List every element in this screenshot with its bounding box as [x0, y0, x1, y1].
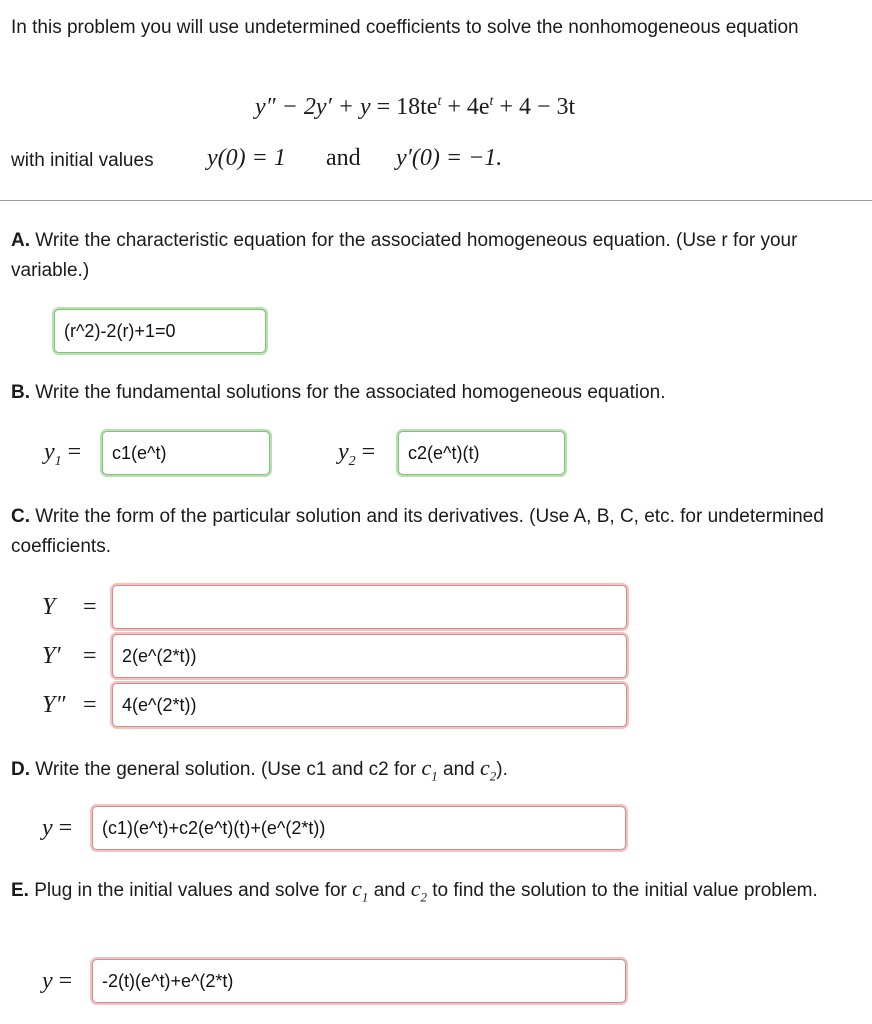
- part-b-text: B. Write the fundamental solutions for the associated homogeneous equation.: [11, 382, 666, 403]
- Y-equals: =: [83, 594, 97, 620]
- initial-condition-2: y′(0) = −1.: [396, 145, 503, 171]
- part-c-text: C. Write the form of the particular solution and its derivatives. (Use A, B, C, etc. for undetermined coefficients.: [11, 506, 824, 557]
- equation-rhs: $18te^t + 4e^t + 4 - 3t$: [396, 94, 576, 120]
- ivp-solution-label: y =: [42, 968, 73, 994]
- equation-equals: =: [376, 94, 391, 120]
- equation-lhs: y″ − 2y′ + y: [255, 94, 371, 120]
- Y-label: Y: [42, 594, 56, 620]
- Y-input[interactable]: [112, 585, 627, 629]
- y1-label: $y_1$ =: [44, 439, 82, 469]
- y2-label: $y_2$ =: [338, 439, 376, 469]
- y2-input[interactable]: [398, 431, 565, 475]
- section-divider: [0, 200, 872, 201]
- Y-prime-input[interactable]: [112, 634, 627, 678]
- general-solution-label: y =: [42, 815, 73, 841]
- initial-values-label: with initial values: [11, 150, 154, 171]
- general-solution-input[interactable]: [92, 806, 626, 850]
- y1-input[interactable]: [102, 431, 270, 475]
- part-d-text: D. Write the general solution. (Use c1 and c2 for $c_1$ and $c_2$).: [11, 755, 508, 784]
- Y-prime-equals: =: [83, 643, 97, 669]
- Y-double-prime-input[interactable]: [112, 683, 627, 727]
- part-e-text: E. Plug in the initial values and solve for $c_1$ and $c_2$ to find the solution to the initial value problem.: [11, 876, 818, 905]
- initial-condition-1: y(0) = 1: [207, 145, 286, 171]
- main-equation: [255, 94, 575, 121]
- Y-double-prime-label: Y″: [42, 692, 66, 718]
- characteristic-equation-input[interactable]: [54, 309, 266, 353]
- intro-text: In this problem you will use undetermined coefficients to solve the nonhomogeneous equation: [11, 17, 799, 38]
- ivp-solution-input[interactable]: [92, 959, 626, 1003]
- Y-prime-label: Y′: [42, 643, 61, 669]
- initial-and: and: [326, 145, 361, 171]
- Y-double-prime-equals: =: [83, 692, 97, 718]
- part-a-text: A. Write the characteristic equation for the associated homogeneous equation. (Use r for your variable.): [11, 230, 798, 281]
